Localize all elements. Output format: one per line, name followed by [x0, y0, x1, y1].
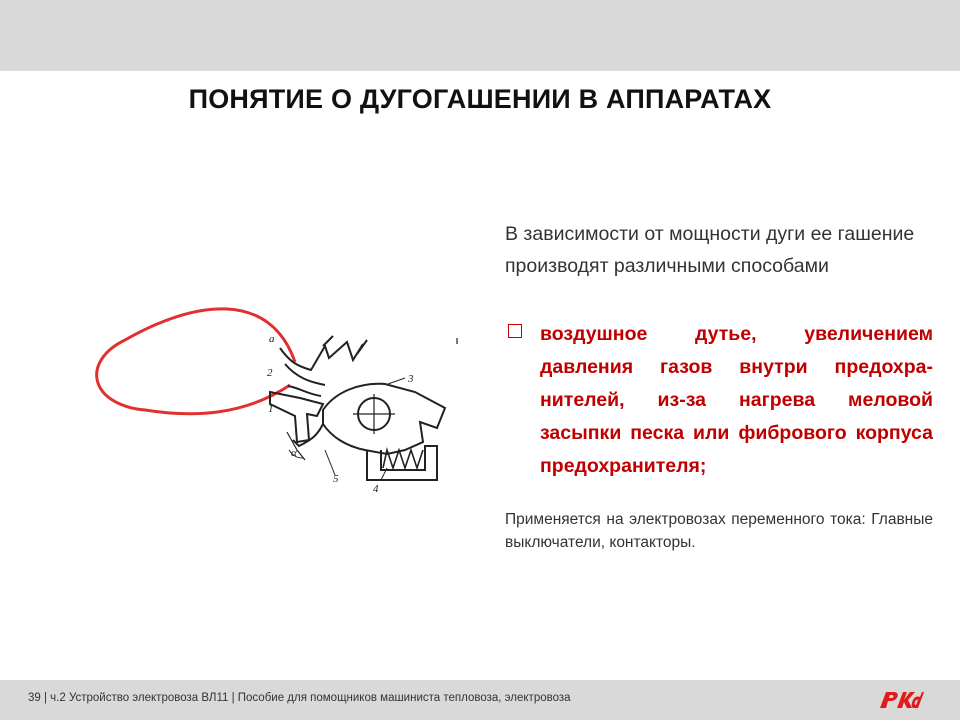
rzd-logo-icon [878, 688, 924, 712]
slide-title: ПОНЯТИЕ О ДУГОГАШЕНИИ В АППАРАТАХ [188, 84, 772, 114]
label-4: 4 [373, 483, 379, 495]
moving-lever [323, 384, 445, 454]
footer-band [0, 680, 960, 720]
applied-paragraph: Применяется на электровозах переменного тока: Главные выключатели, контакторы. [505, 511, 933, 551]
label-a: а [269, 333, 275, 345]
label-1: 1 [268, 403, 274, 415]
label-5: 5 [333, 473, 339, 485]
label-2: 2 [267, 367, 273, 379]
label-3: 3 [408, 373, 414, 385]
label-alpha: α [291, 447, 297, 459]
bullet-text: воздушное дутье, увеличением давления газов внутри предохра-нителей, из-за нагрева меловой засыпки песка или фибрового корпуса предохранителя; [540, 323, 933, 477]
electric-arc [97, 309, 295, 414]
intro-paragraph: В зависимости от мощности дуги ее гашение производят различными способами [505, 223, 915, 277]
hollow-square-bullet-icon [508, 324, 522, 338]
arc-chute-diagram [85, 300, 485, 520]
footer-text: 39 | ч.2 Устройство электровоза ВЛ11 | Пособие для помощников машиниста тепловоза, электровоза [28, 692, 571, 704]
header-band [0, 0, 960, 71]
bullet-item [508, 318, 933, 483]
